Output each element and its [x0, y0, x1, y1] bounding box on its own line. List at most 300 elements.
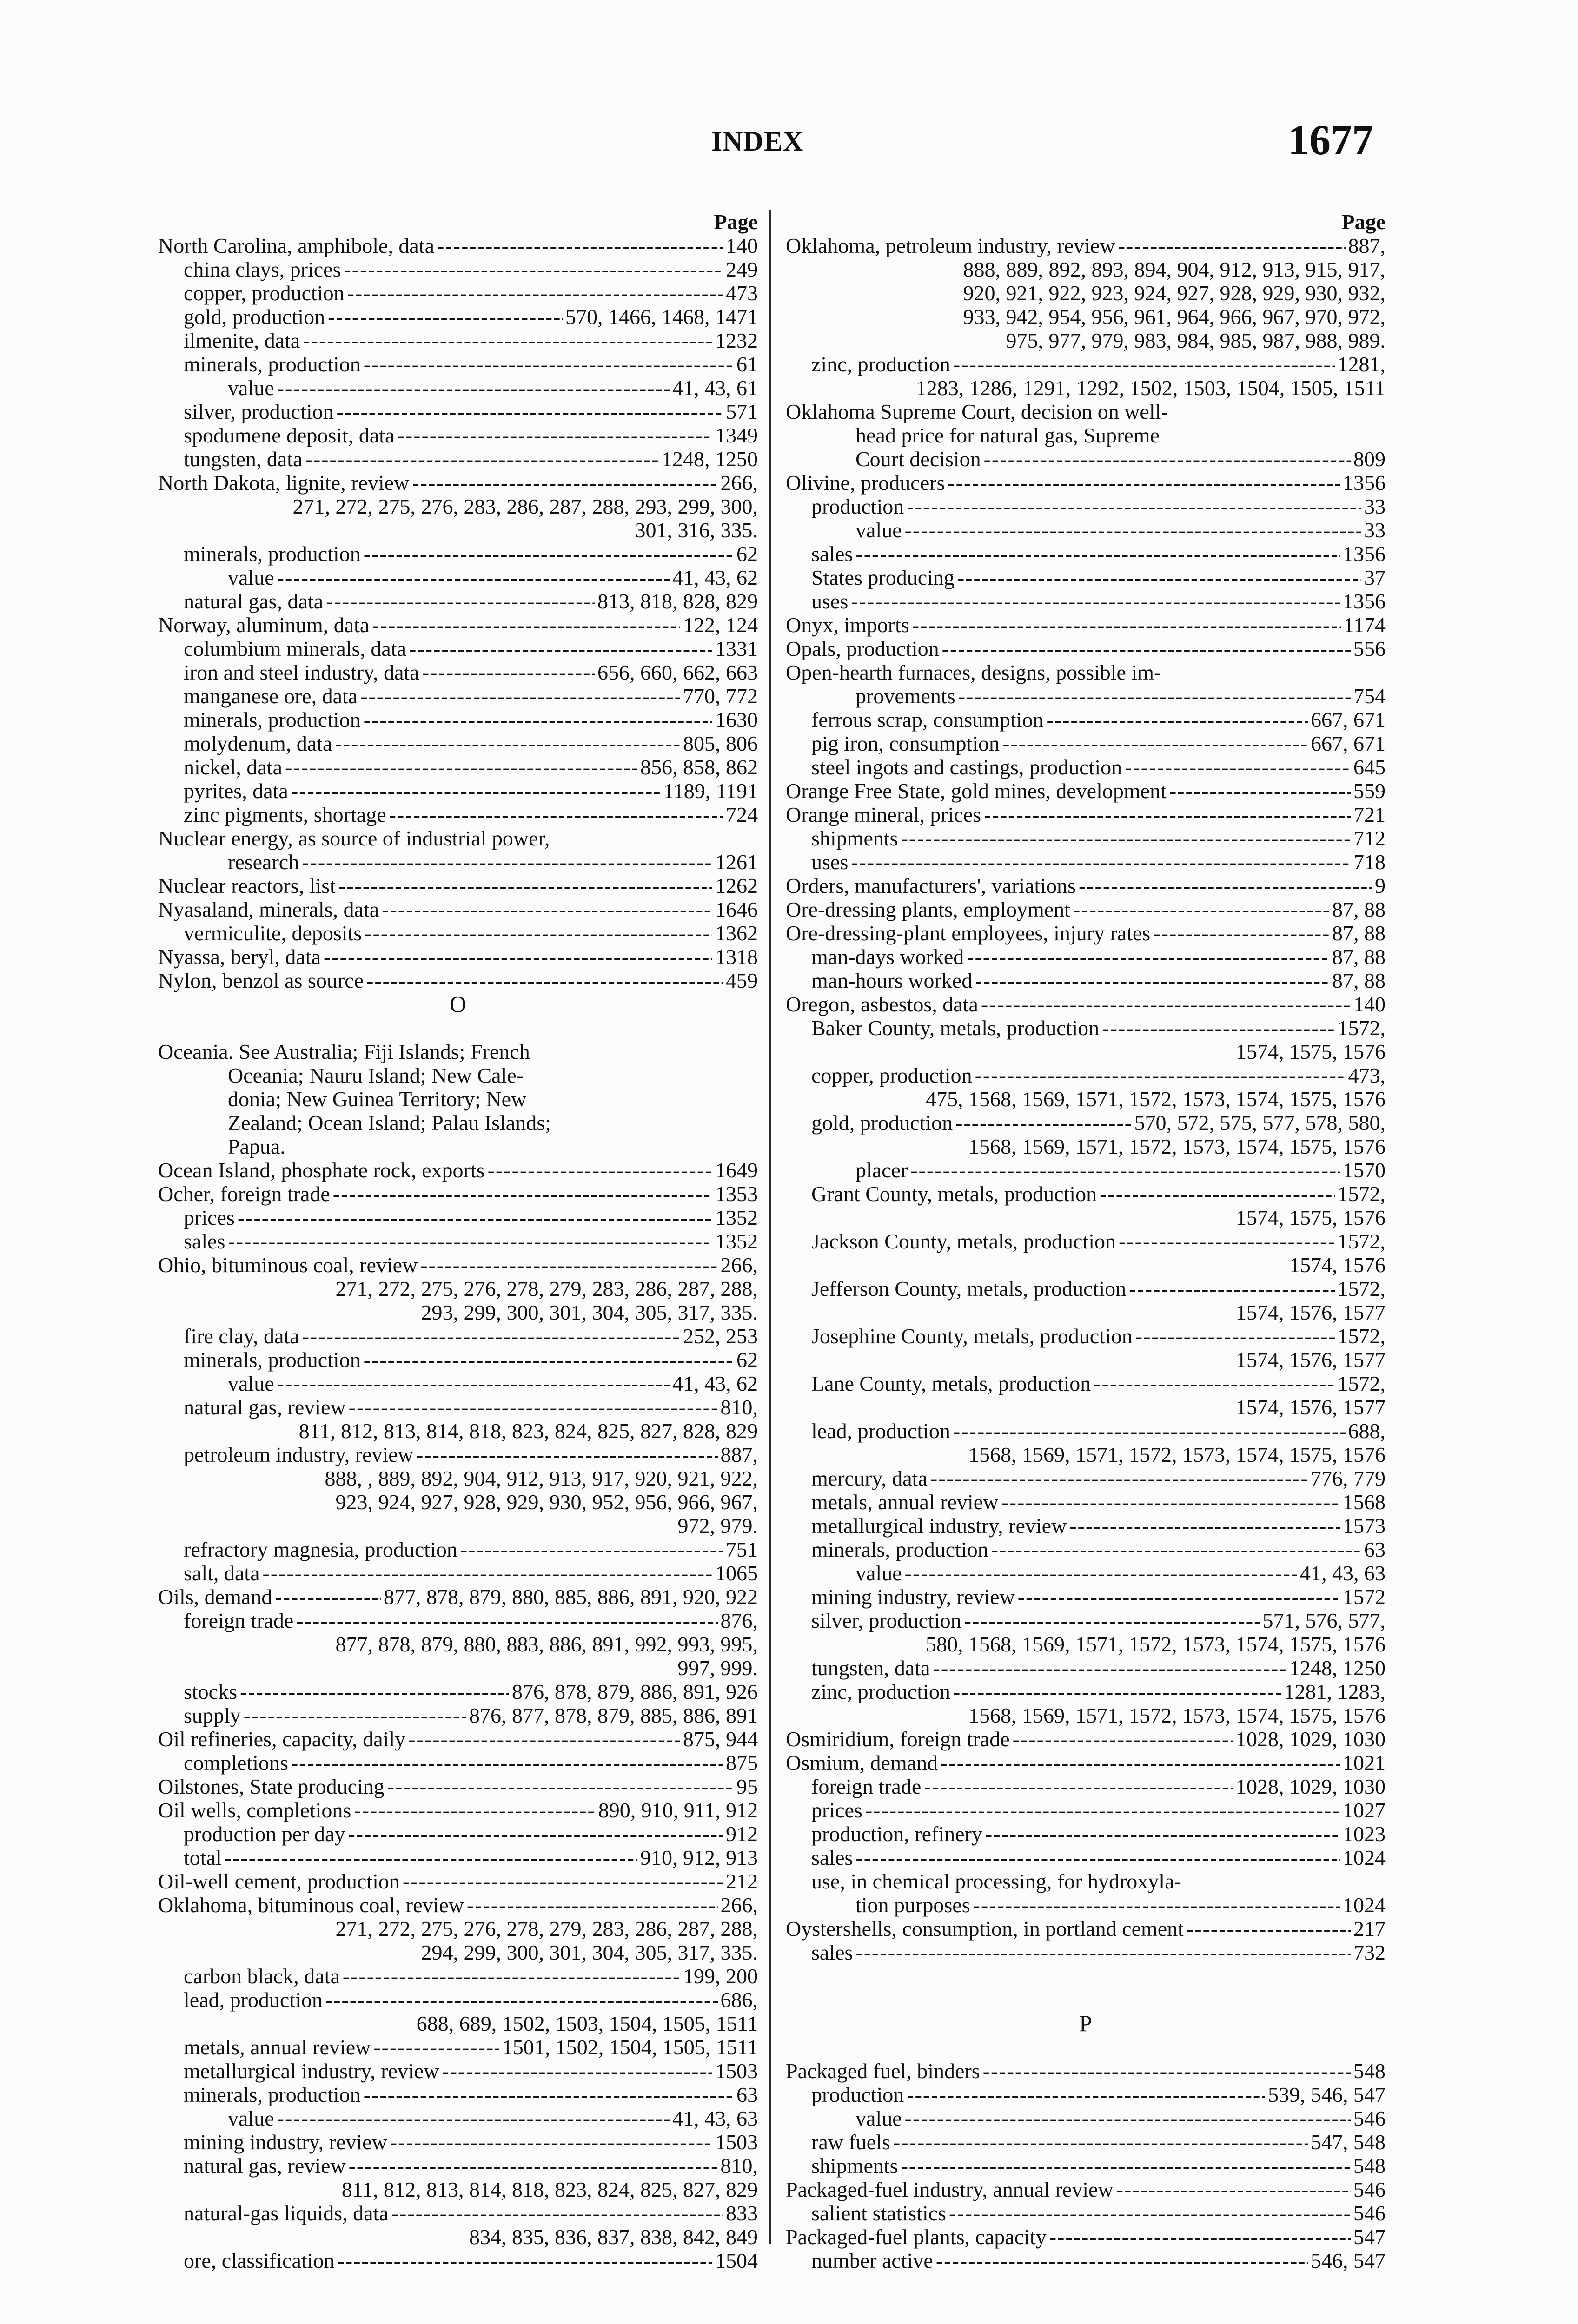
dot-leader	[958, 684, 1351, 708]
dot-leader	[1047, 708, 1308, 732]
dot-leader	[291, 1751, 723, 1775]
index-entry	[786, 589, 1386, 613]
entry-term: Oil wells, completions	[158, 1798, 351, 1822]
index-entry	[158, 1703, 758, 1727]
entry-term: number active	[811, 2249, 933, 2272]
entry-term: Ore-dressing-plant employees, injury rates	[786, 921, 1151, 945]
dot-leader	[360, 684, 680, 708]
page-refs: 266,	[720, 1893, 758, 1917]
index-entry	[158, 1348, 758, 1372]
dot-leader	[905, 2106, 1351, 2130]
index-entry	[786, 2154, 1386, 2178]
page-refs: 548	[1353, 2059, 1386, 2083]
dot-leader	[391, 2201, 723, 2225]
page-refs: 122, 124	[683, 613, 758, 637]
page-refs: 724	[726, 803, 758, 826]
dot-leader	[948, 471, 1340, 495]
index-entry	[786, 1538, 1386, 1561]
page-refs: 1028, 1029, 1030	[1236, 1775, 1386, 1798]
index-entry	[786, 542, 1386, 566]
entry-term: Oystershells, consumption, in portland cement	[786, 1917, 1184, 1941]
index-entry	[786, 898, 1386, 921]
dot-leader	[420, 1253, 717, 1277]
index-entry	[786, 1893, 1386, 1917]
entry-term: value	[855, 2106, 902, 2130]
page-continuation: 475, 1568, 1569, 1571, 1572, 1573, 1574, 1575, 1576	[926, 1087, 1386, 1111]
page-refs: 41, 43, 62	[672, 566, 758, 589]
dot-leader	[905, 518, 1361, 542]
page-refs: 751	[726, 1538, 758, 1561]
entry-term: Orange mineral, prices	[786, 803, 981, 826]
entry-term: Ohio, bituminous coal, review	[158, 1253, 418, 1277]
entry-term: molydenum, data	[184, 732, 332, 755]
dot-leader	[389, 803, 723, 826]
page-refs: 140	[1353, 992, 1386, 1016]
dot-leader	[348, 1822, 723, 1846]
entry-term: mining industry, review	[811, 1585, 1015, 1609]
index-entry	[158, 1395, 758, 1419]
index-entry-text: Oceania. See Australia; Fiji Islands; French	[158, 1040, 530, 1063]
entry-term: Nyasaland, minerals, data	[158, 898, 379, 921]
page-refs: 1353	[715, 1182, 758, 1206]
entry-term: man-days worked	[811, 945, 964, 969]
index-entry	[786, 1490, 1386, 1514]
index-entry	[786, 1917, 1386, 1941]
page-continuation: 923, 924, 927, 928, 929, 930, 952, 956, 966, 967,	[335, 1490, 758, 1514]
page-refs: 712	[1353, 826, 1386, 850]
page-continuation: 271, 272, 275, 276, 278, 279, 283, 286, 287, 288,	[335, 1277, 758, 1301]
entry-term: gold, production	[811, 1111, 953, 1135]
page-continuation: 294, 299, 300, 301, 304, 305, 317, 335.	[421, 1941, 758, 1964]
index-entry	[158, 2249, 758, 2272]
dot-leader	[865, 1798, 1340, 1822]
index-entry	[158, 1206, 758, 1229]
dot-leader	[1129, 1277, 1334, 1301]
page-refs: 688,	[1348, 1419, 1386, 1443]
dot-leader	[442, 2059, 712, 2083]
page-refs: 37	[1364, 566, 1386, 589]
page-continuation: 301, 316, 335.	[635, 518, 758, 542]
dot-leader	[365, 921, 712, 945]
page-refs: 87, 88	[1332, 969, 1386, 992]
dot-leader	[372, 613, 680, 637]
index-entry	[158, 921, 758, 945]
page-refs: 266,	[720, 471, 758, 495]
section-letter: O	[449, 992, 467, 1016]
entry-term: Onyx, imports	[786, 613, 909, 637]
entry-term: North Dakota, lignite, review	[158, 471, 410, 495]
index-entry	[158, 803, 758, 826]
page-continuation: 1574, 1575, 1576	[1236, 1040, 1386, 1063]
index-entry	[786, 1063, 1386, 1087]
index-entry	[158, 329, 758, 352]
dot-leader	[1118, 234, 1346, 257]
index-entry	[786, 1680, 1386, 1703]
page-refs: 217	[1353, 1917, 1386, 1941]
index-entry-text: head price for natural gas, Supreme	[855, 423, 1160, 447]
entry-term: sales	[811, 1846, 853, 1869]
entry-term: minerals, production	[184, 352, 361, 376]
entry-term: production	[811, 2083, 904, 2106]
index-entry	[158, 2154, 758, 2178]
entry-term: ore, classification	[184, 2249, 335, 2272]
entry-term: Osmium, demand	[786, 1751, 938, 1775]
index-entry	[158, 2059, 758, 2083]
entry-term: lead, production	[184, 1988, 323, 2012]
page-refs: 1356	[1343, 471, 1386, 495]
dot-leader	[343, 1964, 680, 1988]
index-entry	[786, 2083, 1386, 2106]
page-refs: 877, 878, 879, 880, 885, 886, 891, 920, 922	[384, 1585, 758, 1609]
dot-leader	[328, 305, 563, 329]
index-entry	[158, 234, 758, 257]
page-refs: 1504	[715, 2249, 758, 2272]
index-entry	[786, 945, 1386, 969]
dot-leader	[907, 2083, 1265, 2106]
index-entry	[158, 637, 758, 660]
entry-term: steel ingots and castings, production	[811, 755, 1122, 779]
page-refs: 62	[736, 1348, 758, 1372]
dot-leader	[855, 1941, 1351, 1964]
entry-term: natural-gas liquids, data	[184, 2201, 389, 2225]
page-refs: 732	[1353, 1941, 1386, 1964]
entry-term: value	[855, 518, 902, 542]
page-refs: 1021	[1343, 1751, 1386, 1775]
entry-term: copper, production	[184, 281, 345, 305]
index-entry	[158, 945, 758, 969]
page-refs: 1503	[715, 2059, 758, 2083]
left-column	[158, 210, 758, 2272]
index-entry	[786, 234, 1386, 257]
index-entry	[786, 352, 1386, 376]
entry-term: Opals, production	[786, 637, 939, 660]
entry-term: spodumene deposit, data	[184, 423, 395, 447]
index-entry	[158, 2201, 758, 2225]
page-refs: 473,	[1348, 1063, 1386, 1087]
page-number: 1677	[1288, 116, 1373, 164]
index-entry	[158, 1443, 758, 1466]
dot-leader	[1001, 1490, 1340, 1514]
entry-term: refractory magnesia, production	[184, 1538, 457, 1561]
page-refs: 1572,	[1337, 1016, 1386, 1040]
dot-leader	[1013, 1727, 1233, 1751]
page-refs: 95	[736, 1775, 758, 1798]
entry-term: salient statistics	[811, 2201, 947, 2225]
entry-term: total	[184, 1846, 222, 1869]
dot-leader	[953, 1419, 1346, 1443]
page-continuation: 877, 878, 879, 880, 883, 886, 891, 992, 993, 995,	[335, 1632, 758, 1656]
page-refs: 266,	[720, 1253, 758, 1277]
page-refs: 62	[736, 542, 758, 566]
page-refs: 876, 878, 879, 886, 891, 926	[512, 1680, 758, 1703]
index-entry	[158, 755, 758, 779]
page-continuation: 834, 835, 836, 837, 838, 842, 849	[469, 2225, 758, 2249]
spacer	[786, 2035, 1386, 2059]
page-refs: 1570	[1343, 1158, 1386, 1182]
dot-leader	[930, 1466, 1308, 1490]
page-refs: 1572,	[1337, 1372, 1386, 1395]
page-continuation: 933, 942, 954, 956, 961, 964, 966, 967, 970, 972,	[963, 305, 1386, 329]
dot-leader	[1102, 1016, 1334, 1040]
entry-term: Oils, demand	[158, 1585, 272, 1609]
page-refs: 1028, 1029, 1030	[1236, 1727, 1386, 1751]
dot-leader	[907, 495, 1361, 518]
entry-term: Nylon, benzol as source	[158, 969, 364, 992]
page-refs: 912	[726, 1822, 758, 1846]
dot-leader	[933, 1656, 1287, 1680]
dot-leader	[364, 352, 734, 376]
page-refs: 1649	[715, 1158, 758, 1182]
index-entry	[158, 1182, 758, 1206]
index-entry	[158, 1561, 758, 1585]
dot-leader	[244, 1703, 466, 1727]
index-entry	[786, 1466, 1386, 1490]
entry-term: lead, production	[811, 1419, 950, 1443]
page-column-header: Page	[1341, 210, 1386, 234]
index-entry	[158, 1846, 758, 1869]
index-entry	[158, 732, 758, 755]
index-entry	[158, 471, 758, 495]
index-entry	[158, 1372, 758, 1395]
index-entry	[158, 589, 758, 613]
page-refs: 890, 910, 911, 912	[598, 1798, 758, 1822]
page-refs: 667, 671	[1311, 732, 1386, 755]
dot-leader	[983, 2059, 1351, 2083]
entry-term: nickel, data	[184, 755, 283, 779]
dot-leader	[912, 613, 1341, 637]
page-continuation: 972, 979.	[677, 1514, 758, 1538]
dot-leader	[1018, 1585, 1340, 1609]
entry-term: value	[228, 2106, 274, 2130]
entry-term: copper, production	[811, 1063, 972, 1087]
index-entry	[786, 755, 1386, 779]
index-entry	[786, 1277, 1386, 1301]
page-refs: 887,	[1348, 234, 1386, 257]
page-refs: 546	[1353, 2201, 1386, 2225]
index-entry	[158, 1585, 758, 1609]
entry-term: tungsten, data	[184, 447, 303, 471]
column-divider	[769, 210, 771, 2244]
index-entry	[786, 992, 1386, 1016]
entry-term: manganese ore, data	[184, 684, 358, 708]
entry-term: shipments	[811, 826, 898, 850]
entry-term: zinc pigments, shortage	[184, 803, 386, 826]
entry-term: sales	[811, 542, 853, 566]
index-entry	[158, 1798, 758, 1822]
index-entry	[786, 2106, 1386, 2130]
page-refs: 63	[736, 2083, 758, 2106]
dot-leader	[422, 660, 595, 684]
index-entry	[786, 684, 1386, 708]
index-entry	[786, 2178, 1386, 2201]
entry-term: uses	[811, 850, 849, 874]
dot-leader	[901, 2154, 1351, 2178]
entry-term: minerals, production	[184, 708, 361, 732]
page-refs: 41, 43, 63	[672, 2106, 758, 2130]
dot-leader	[437, 234, 723, 257]
entry-term: minerals, production	[184, 2083, 361, 2106]
page-refs: 833	[726, 2201, 758, 2225]
dot-leader	[488, 1158, 712, 1182]
entry-term: salt, data	[184, 1561, 260, 1585]
index-entry	[158, 1988, 758, 2012]
dot-leader	[1094, 1372, 1334, 1395]
index-entry	[786, 566, 1386, 589]
page-continuation: 293, 299, 300, 301, 304, 305, 317, 335.	[421, 1301, 758, 1324]
dot-leader	[302, 850, 712, 874]
dot-leader	[277, 376, 670, 400]
entry-term: minerals, production	[184, 1348, 361, 1372]
entry-term: man-hours worked	[811, 969, 973, 992]
entry-term: vermiculite, deposits	[184, 921, 362, 945]
entry-term: Baker County, metals, production	[811, 1016, 1100, 1040]
index-entry	[786, 1182, 1386, 1206]
entry-term: placer	[855, 1158, 908, 1182]
dot-leader	[1119, 1229, 1335, 1253]
dot-leader	[985, 1822, 1340, 1846]
dot-leader	[975, 969, 1329, 992]
page-refs: 9	[1375, 874, 1386, 898]
dot-leader	[408, 1727, 680, 1751]
page-refs: 805, 806	[683, 732, 758, 755]
index-entry-text: Papua.	[228, 1135, 285, 1158]
entry-term: North Carolina, amphibole, data	[158, 234, 435, 257]
entry-term: silver, production	[811, 1609, 961, 1632]
entry-term: Oregon, asbestos, data	[786, 992, 978, 1016]
page-refs: 1352	[715, 1229, 758, 1253]
dot-leader	[225, 1846, 637, 1869]
index-entry	[158, 779, 758, 803]
index-entry	[158, 708, 758, 732]
entry-term: Nyassa, beryl, data	[158, 945, 321, 969]
index-entry	[158, 874, 758, 898]
entry-term: minerals, production	[184, 542, 361, 566]
dot-leader	[855, 542, 1340, 566]
entry-term: Packaged fuel, binders	[786, 2059, 980, 2083]
dot-leader	[412, 471, 717, 495]
page-continuation: 888, , 889, 892, 904, 912, 913, 917, 920, 921, 922,	[325, 1466, 758, 1490]
index-entry	[158, 1229, 758, 1253]
page-continuation: 271, 272, 275, 276, 278, 279, 283, 286, 287, 288,	[335, 1917, 758, 1941]
dot-leader	[467, 1893, 718, 1917]
entry-term: Oil refineries, capacity, daily	[158, 1727, 406, 1751]
dot-leader	[409, 637, 712, 660]
index-entry	[158, 400, 758, 423]
index-entry	[786, 1846, 1386, 1869]
entry-term: Jackson County, metals, production	[811, 1229, 1116, 1253]
index-entry	[158, 613, 758, 637]
entry-term: foreign trade	[184, 1609, 294, 1632]
index-entry	[786, 1372, 1386, 1395]
dot-leader	[955, 1111, 1131, 1135]
dot-leader	[277, 1372, 670, 1395]
dot-leader	[347, 281, 723, 305]
entry-term: metallurgical industry, review	[184, 2059, 439, 2083]
index-entry	[786, 1775, 1386, 1798]
page-continuation: 975, 977, 979, 983, 984, 985, 987, 988, 989.	[1006, 329, 1386, 352]
dot-leader	[366, 969, 723, 992]
page-refs: 547	[1353, 2225, 1386, 2249]
page-refs: 810,	[720, 2154, 758, 2178]
index-entry	[786, 1419, 1386, 1443]
index-entry	[786, 1229, 1386, 1253]
page-refs: 33	[1364, 495, 1386, 518]
page-refs: 1356	[1343, 589, 1386, 613]
entry-term: Ocean Island, phosphate rock, exports	[158, 1158, 485, 1182]
entry-term: Lane County, metals, production	[811, 1372, 1091, 1395]
dot-leader	[349, 2154, 718, 2178]
dot-leader	[387, 1775, 734, 1798]
dot-leader	[275, 1585, 381, 1609]
page-refs: 1248, 1250	[662, 447, 758, 471]
page-continuation: 688, 689, 1502, 1503, 1504, 1505, 1511	[416, 2012, 758, 2035]
entry-term: mercury, data	[811, 1466, 928, 1490]
entry-term: Oklahoma, petroleum industry, review	[786, 234, 1115, 257]
index-entry	[786, 874, 1386, 898]
entry-term: supply	[184, 1703, 241, 1727]
page-refs: 776, 779	[1311, 1466, 1386, 1490]
page-refs: 41, 43, 61	[672, 376, 758, 400]
entry-term: mining industry, review	[184, 2130, 387, 2154]
page-refs: 87, 88	[1332, 921, 1386, 945]
page-continuation: 580, 1568, 1569, 1571, 1572, 1573, 1574, 1575, 1576	[926, 1632, 1386, 1656]
index-entry	[158, 1869, 758, 1893]
page-refs: 1065	[715, 1561, 758, 1585]
index-entry	[786, 969, 1386, 992]
index-entry	[786, 2225, 1386, 2249]
dot-leader	[855, 1846, 1340, 1869]
page-refs: 1318	[715, 945, 758, 969]
page-refs: 1281, 1283,	[1284, 1680, 1386, 1703]
dot-leader	[354, 1798, 595, 1822]
entry-term: Olivine, producers	[786, 471, 945, 495]
page-refs: 910, 912, 913	[640, 1846, 758, 1869]
page-continuation: 811, 812, 813, 814, 818, 823, 824, 825, 827, 829	[341, 2178, 758, 2201]
page-refs: 1189, 1191	[663, 779, 758, 803]
dot-leader	[1069, 1514, 1340, 1538]
page-continuation: 1574, 1575, 1576	[1236, 1206, 1386, 1229]
index-entry	[786, 1111, 1386, 1135]
dot-leader	[344, 257, 723, 281]
dot-leader	[953, 352, 1335, 376]
index-entry	[158, 1727, 758, 1751]
page-refs: 656, 660, 662, 663	[597, 660, 758, 684]
index-entry	[786, 1324, 1386, 1348]
index-entry	[158, 898, 758, 921]
entry-term: fire clay, data	[184, 1324, 299, 1348]
entry-term: pyrites, data	[184, 779, 288, 803]
index-entry	[158, 1822, 758, 1846]
entry-term: Court decision	[855, 447, 981, 471]
dot-leader	[337, 400, 723, 423]
entry-term: Oklahoma, bituminous coal, review	[158, 1893, 464, 1917]
page-refs: 571	[726, 400, 758, 423]
page-refs: 547, 548	[1311, 2130, 1386, 2154]
index-entry	[158, 281, 758, 305]
index-entry	[158, 542, 758, 566]
page-refs: 718	[1353, 850, 1386, 874]
page-refs: 1024	[1343, 1846, 1386, 1869]
index-entry-text: Nuclear energy, as source of industrial power,	[158, 826, 550, 850]
index-entry	[158, 850, 758, 874]
page-refs: 1262	[715, 874, 758, 898]
page-refs: 1572,	[1337, 1277, 1386, 1301]
dot-leader	[1100, 1182, 1334, 1206]
entry-term: Orders, manufacturers', variations	[786, 874, 1076, 898]
entry-term: natural gas, review	[184, 1395, 346, 1419]
dot-leader	[238, 1206, 712, 1229]
page-refs: 754	[1353, 684, 1386, 708]
